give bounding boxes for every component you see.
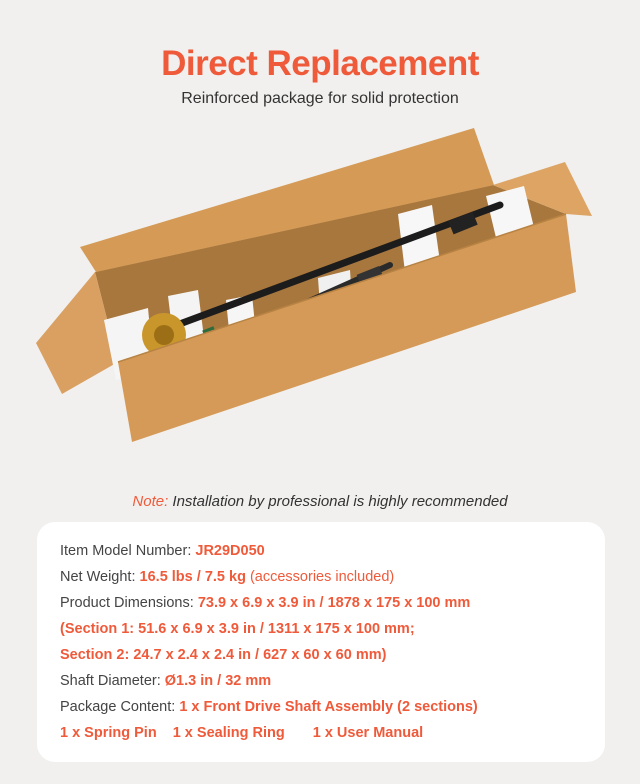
- extra-user-manual: 1 x User Manual: [312, 725, 424, 741]
- section1-value: (Section 1: 51.6 x 6.9 x 3.9 in / 1311 x 175 x 100 mm;: [60, 621, 415, 637]
- dims-value: 73.9 x 6.9 x 3.9 in / 1878 x 175 x 100 mm: [197, 595, 471, 611]
- section2-value: Section 2: 24.7 x 2.4 x 2.4 in / 627 x 60 x 60 mm): [60, 647, 387, 663]
- shaft-value: Ø1.3 in / 32 mm: [164, 673, 272, 689]
- spec-row-model: [60, 541, 600, 567]
- note-label: Note:: [132, 493, 169, 510]
- extra-spring-pin: 1 x Spring Pin: [60, 725, 157, 741]
- spec-row-weight: [60, 567, 600, 593]
- page-title: Direct Replacement: [161, 44, 479, 83]
- spec-row-shaft: [60, 671, 600, 697]
- spec-row-extras: [60, 723, 600, 749]
- shaft-label: Shaft Diameter:: [60, 673, 161, 689]
- installation-note: [0, 493, 640, 510]
- spec-list: [60, 541, 600, 749]
- spec-row-dimensions: [60, 593, 600, 619]
- package-value: 1 x Front Drive Shaft Assembly (2 sections): [179, 699, 478, 715]
- weight-label: Net Weight:: [60, 569, 136, 585]
- extra-sealing-ring: 1 x Sealing Ring: [172, 725, 285, 741]
- package-label: Package Content:: [60, 699, 176, 715]
- weight-value: 16.5 lbs / 7.5 kg: [139, 569, 246, 585]
- weight-extra: (accessories included): [249, 569, 395, 585]
- dims-label: Product Dimensions:: [60, 595, 194, 611]
- note-text: Installation by professional is highly recommended: [172, 493, 508, 510]
- page-subtitle: Reinforced package for solid protection: [181, 90, 459, 107]
- spec-row-section1: [60, 619, 600, 645]
- brass-flange-hub: [154, 325, 174, 345]
- spec-row-package: [60, 697, 600, 723]
- model-label: Item Model Number:: [60, 543, 192, 559]
- spec-row-section2: [60, 645, 600, 671]
- model-value: JR29D050: [195, 543, 265, 559]
